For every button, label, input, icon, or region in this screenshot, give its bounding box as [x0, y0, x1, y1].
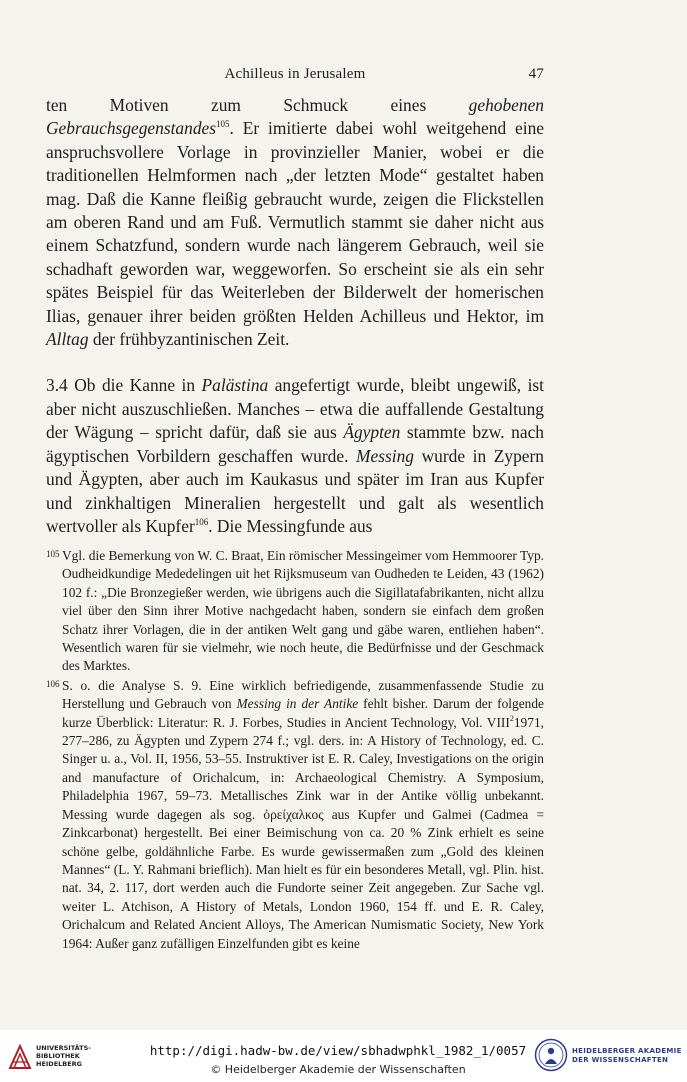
academy-logo[interactable]	[534, 1038, 684, 1076]
footnote-ref-106[interactable]: 106	[194, 516, 209, 527]
academy-logo-line-2: DER WISSENSCHAFTEN	[572, 1056, 669, 1064]
academy-seal-icon	[534, 1038, 568, 1072]
running-title: Achilleus in Jerusalem	[224, 66, 366, 82]
footnote-number: 106	[46, 678, 60, 689]
page-header	[46, 66, 544, 86]
footnote-106: 106 S. o. die Analyse S. 9. Eine wirklich befriedigende, zusammenfassende Studie zu Herstellung und Gebrauch von Messing in der Antike fehlt bisher. Darum der folgende kurze Überblick: Literatur: R. J. Forbes, Studies in Ancient Technology, Vol. VIII$^2$1971, 277–286, zu Ägypten und Zypern 274 f.; vgl. ders. in: A History of Technology, ed. C. Singer u. a., Vol. II, 1956, 53–55. Instruktiver ist E. R. Caley, Investigations on the origin and manufacture of Orichalcum, in: Archaeological Chemistry. A Symposium, Philadelphia 1967, 59–73. Metallisches Zink war in der Antike völlig unbekannt. Messing wurde dagegen als sog. ὀρείχαλκος aus Kupfer und Galmei (Cadmea = Zinkcarbonat) hergestellt. Bei einer Beimischung von ca. 20 % Zink erhielt es seine schöne gelbe, goldähnliche Farbe. Es wurde gewissermaßen zum „Gold des kleinen Mannes“ (L. Y. Rahmani brieflich). Man hielt es für ein besonderes Metall, vgl. Plin. hist. nat. 34, 2. 117, dort werden auch die Fundorte seiner Zeit angegeben. Zur Sache vgl. weiter L. Atchison, A History of Metals, London 1960, 154 ff. und E. R. Caley, Orichalcum and Related Ancient Alloys, The American Numismatic Society, New York 1964: Außer ganz zufälligen Einzelfunden gibt es keine	[46, 677, 544, 951]
paragraph-1: ten Motiven zum Schmuck eines gehobenen Gebrauchsgegenstandes$^{105}$. Er imitierte dabei wohl weitgehend eine anspruchsvollere Vorlage in provinzieller Manier, wobei er die traditionellen Helmformen nach „der letzten Mode“ gestaltet haben mag. Daß die Kanne fleißig gebraucht wurde, zeigen die Flickstellen am oberen Rand und am Fuß. Vermutlich stammt sie daher nicht aus einem Schatzfund, sondern wurde nach längerem Gebrauch, weil sie schadhaft geworden war, weggeworfen. So erscheint sie als ein sehr spätes Beispiel für das Weiterleben der Bilderwelt der homerischen Ilias, genauer ihrer beiden größten Helden Achilleus und Hektor, im Alltag der frühbyzantinischen Zeit.	[46, 95, 544, 350]
ub-logo-line-2: BIBLIOTHEK	[36, 1052, 80, 1060]
university-library-logo[interactable]	[8, 1041, 91, 1073]
main-text	[46, 94, 544, 538]
library-emblem-icon	[8, 1042, 32, 1070]
ub-logo-line-1: UNIVERSITÄTS-	[36, 1044, 91, 1052]
document-url-link[interactable]: http://digi.hadw-bw.de/view/sbhadwphkl_1982_1/0057	[149, 1043, 527, 1058]
footnote-ref-105[interactable]: 105	[216, 119, 230, 130]
ub-logo-line-3: HEIDELBERG	[36, 1060, 83, 1068]
footnote-105: 105 Vgl. die Bemerkung von W. C. Braat, Ein römischer Messingeimer vom Hemmoorer Typ. Oudheidkundige Mededelingen uit het Rijksmuseum van Oudheden te Leiden, 43 (1962) 102 f.: „Die Bronzegießer werden, wie übrigens auch die Sigillatafabrikanten, nicht allzu viel über den Sinn ihrer Motive nachgedacht haben, sondern sie einfach dem großen Schatz ihrer Vorlagen, die in der antiken Welt gang und gäbe waren, entliehen haben“. Wesentlich waren für sie vielmehr, wie noch heute, die Bedürfnisse und der Geschmack des Marktes.	[46, 548, 544, 674]
footnotes	[46, 547, 544, 953]
academy-logo-line-1: HEIDELBERGER AKADEMIE	[572, 1047, 682, 1055]
footnote-number: 105	[46, 549, 60, 559]
page-number: 47	[528, 66, 544, 82]
viewer-footer	[0, 1030, 687, 1082]
copyright-notice: © Heidelberger Akademie der Wissenschaften	[210, 1063, 466, 1076]
paragraph-2: 3.4 Ob die Kanne in Palästina angefertigt wurde, bleibt ungewiß, ist aber nicht auszuschließen. Manches – etwa die auffallende Gestaltung der Wägung – spricht dafür, daß sie aus Ägypten stammte bzw. nach ägyptischen Vorbildern geschaffen wurde. Messing wurde in Zypern und Ägypten, aber auch im Kaukasus und später im Iran aus Kupfer und zinkhaltigen Mineralien hergestellt und galt als wesentlich wertvoller als Kupfer$^{106}$. Die Messingfunde aus	[46, 375, 544, 536]
